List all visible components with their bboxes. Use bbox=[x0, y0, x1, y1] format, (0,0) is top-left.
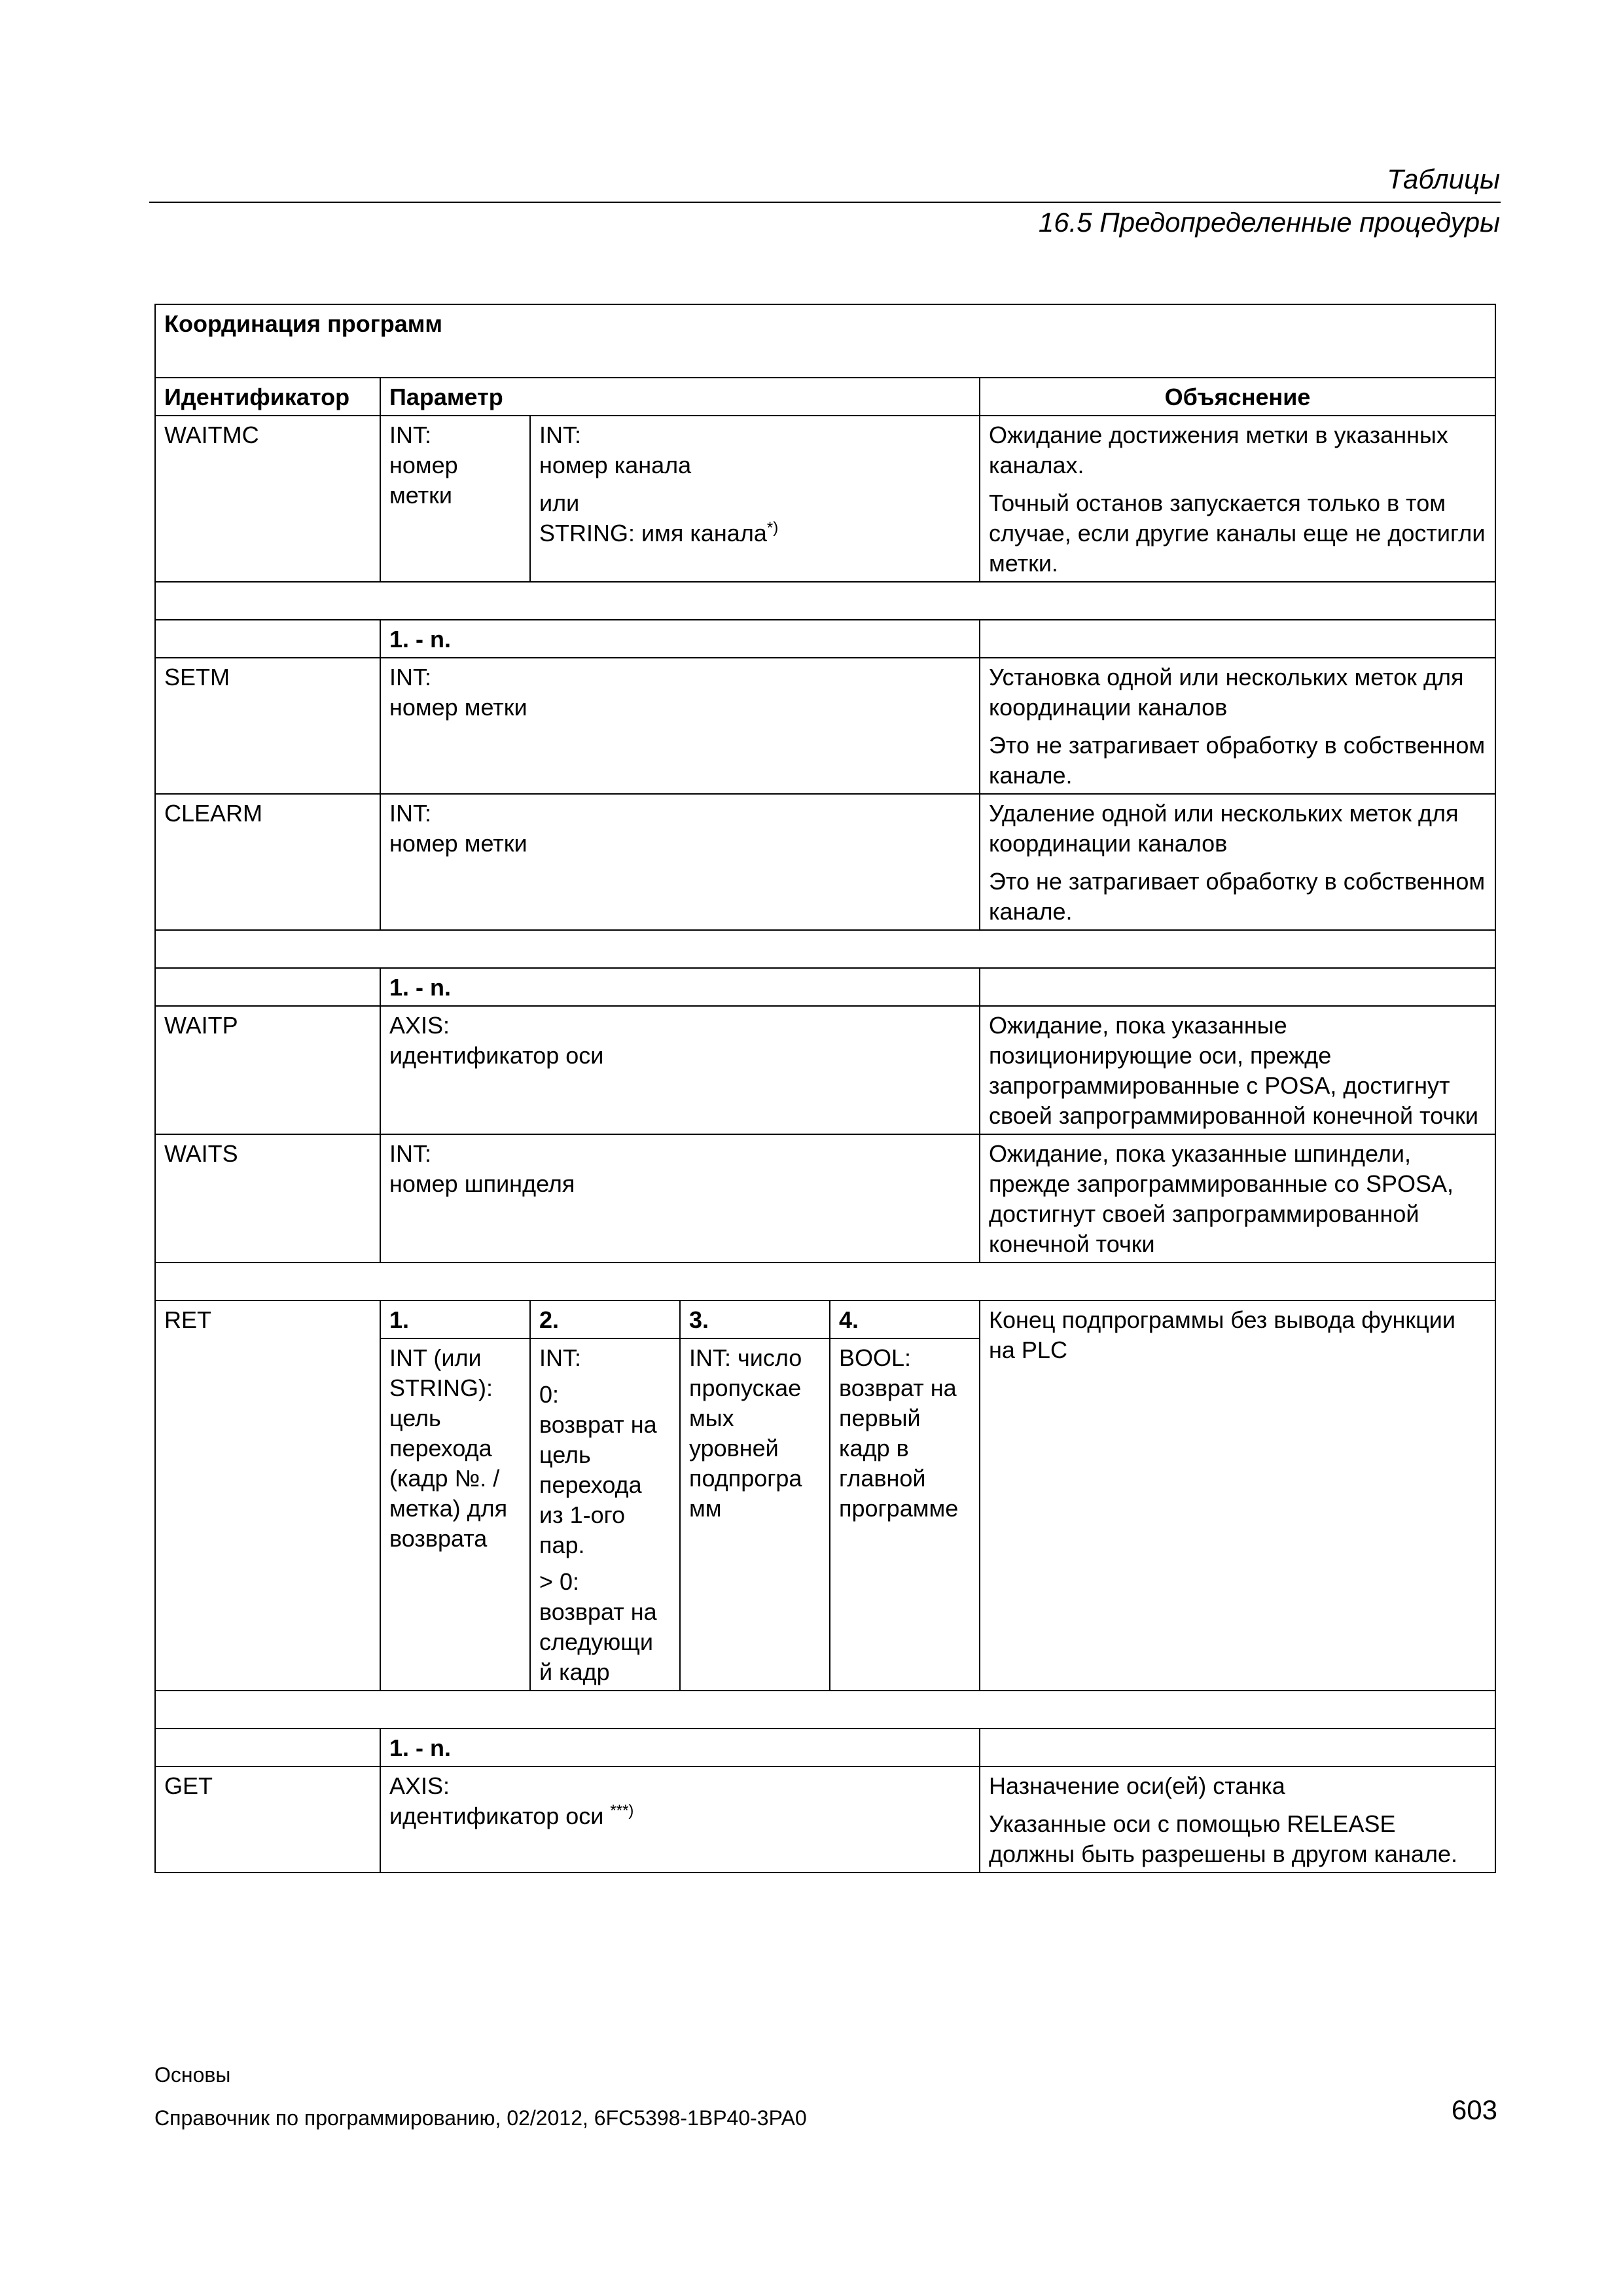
expl-cell: Ожидание, пока указанные шпиндели, прежде запрограммированные со SPOSA, достигнут своей запрограммированной конечной точки bbox=[980, 1134, 1495, 1263]
col-header-id: Идентификатор bbox=[155, 378, 380, 416]
param-cell bbox=[530, 1338, 680, 1691]
table-row bbox=[155, 416, 1495, 582]
row-id-waitmc: WAITMC bbox=[155, 416, 380, 582]
spacer-row bbox=[155, 930, 1495, 968]
col-header-expl: Объяснение bbox=[980, 378, 1495, 416]
header-title: Таблицы bbox=[1387, 164, 1500, 194]
expl-cell: Конец подпрограммы без вывода функции на PLC bbox=[980, 1300, 1495, 1691]
param-desc: возврат на цель перехода из 1-ого пар. bbox=[539, 1411, 657, 1558]
param-desc: идентификатор оси bbox=[389, 1042, 604, 1069]
param-cell bbox=[380, 1767, 980, 1873]
spacer-row bbox=[155, 1263, 1495, 1300]
param-index: 4. bbox=[830, 1300, 980, 1338]
param-cell bbox=[380, 794, 980, 930]
param-alt-text: STRING: имя канала bbox=[539, 520, 767, 547]
table-caption: Координация программ bbox=[155, 304, 1495, 378]
param-index: 2. bbox=[530, 1300, 680, 1338]
param-type: INT: bbox=[389, 1140, 432, 1167]
param-cell: INT: число пропускае мых уровней подпрогра мм bbox=[680, 1338, 830, 1691]
param-type: INT: bbox=[389, 422, 432, 448]
spacer-row bbox=[155, 1691, 1495, 1729]
header-rule bbox=[149, 202, 1501, 203]
param-desc: идентификатор оси bbox=[389, 1803, 604, 1829]
header-subtitle: 16.5 Предопределенные процедуры bbox=[1038, 207, 1500, 238]
param-desc: номер метки bbox=[389, 830, 527, 857]
param-type: AXIS: bbox=[389, 1012, 450, 1039]
expl-text: Удаление одной или нескольких меток для координации каналов bbox=[989, 800, 1459, 857]
expl-text: Указанные оси с помощью RELEASE должны быть разрешены в другом канале. bbox=[989, 1810, 1458, 1867]
param-cell bbox=[530, 416, 980, 582]
table-row bbox=[155, 1767, 1495, 1873]
page-number: 603 bbox=[1451, 2094, 1497, 2125]
param-cell bbox=[380, 1134, 980, 1263]
table-row bbox=[155, 794, 1495, 930]
row-id-setm: SETM bbox=[155, 658, 380, 794]
param-cell bbox=[380, 1006, 980, 1134]
param-value: 0: bbox=[539, 1381, 560, 1408]
row-id-waitp: WAITP bbox=[155, 1006, 380, 1134]
param-or-label: или bbox=[539, 490, 580, 516]
param-type: INT: bbox=[389, 664, 432, 691]
footnote-mark: ***) bbox=[610, 1802, 634, 1820]
param-type: INT: bbox=[539, 1344, 582, 1371]
expl-text: Установка одной или нескольких меток для координации каналов bbox=[989, 664, 1464, 721]
footnote-mark: *) bbox=[766, 519, 779, 537]
expl-text: Назначение оси(ей) станка bbox=[989, 1772, 1285, 1799]
procedures-table bbox=[154, 304, 1496, 1873]
table-row bbox=[155, 658, 1495, 794]
spacer-row bbox=[155, 582, 1495, 620]
expl-cell bbox=[980, 1767, 1495, 1873]
table-header-row bbox=[155, 378, 1495, 416]
param-alt bbox=[539, 518, 971, 548]
param-desc-wrap bbox=[389, 1801, 971, 1831]
table-row bbox=[155, 1134, 1495, 1263]
expl-cell bbox=[980, 658, 1495, 794]
param-desc: номер метки bbox=[389, 452, 458, 509]
range-label: 1. - n. bbox=[380, 1729, 980, 1767]
footer-edition: Справочник по программированию, 02/2012, 6FC5398-1BP40-3PA0 bbox=[154, 2106, 807, 2130]
param-type: INT: bbox=[389, 800, 432, 827]
param-index: 3. bbox=[680, 1300, 830, 1338]
row-id-ret: RET bbox=[155, 1300, 380, 1691]
col-header-param: Параметр bbox=[380, 378, 980, 416]
param-cell: INT (или STRING): цель перехода (кадр №. / метка) для возврата bbox=[380, 1338, 530, 1691]
range-row bbox=[155, 968, 1495, 1006]
param-cell: BOOL: возврат на первый кадр в главной программе bbox=[830, 1338, 980, 1691]
range-row bbox=[155, 1729, 1495, 1767]
range-label: 1. - n. bbox=[380, 968, 980, 1006]
range-label: 1. - n. bbox=[380, 620, 980, 658]
param-desc: номер канала bbox=[539, 452, 692, 478]
table-row bbox=[155, 1300, 1495, 1338]
param-index: 1. bbox=[380, 1300, 530, 1338]
expl-cell bbox=[980, 416, 1495, 582]
expl-cell bbox=[980, 794, 1495, 930]
param-type: AXIS: bbox=[389, 1772, 450, 1799]
expl-text: Точный останов запускается только в том случае, если другие каналы еще не достигли метки. bbox=[989, 490, 1486, 577]
range-row bbox=[155, 620, 1495, 658]
expl-text: Это не затрагивает обработку в собственном канале. bbox=[989, 868, 1486, 925]
expl-text: Это не затрагивает обработку в собственном канале. bbox=[989, 732, 1486, 789]
param-desc: номер шпинделя bbox=[389, 1170, 575, 1197]
expl-cell: Ожидание, пока указанные позиционирующие оси, прежде запрограммированные с POSA, достигнут своей запрограммированной конечной точки bbox=[980, 1006, 1495, 1134]
table-row bbox=[155, 1006, 1495, 1134]
expl-text: Ожидание достижения метки в указанных каналах. bbox=[989, 422, 1448, 478]
row-id-clearm: CLEARM bbox=[155, 794, 380, 930]
param-cell bbox=[380, 416, 530, 582]
footer-book-title: Основы bbox=[154, 2063, 231, 2087]
row-id-get: GET bbox=[155, 1767, 380, 1873]
row-id-waits: WAITS bbox=[155, 1134, 380, 1263]
param-desc: возврат на следующи й кадр bbox=[539, 1598, 657, 1685]
param-type: INT: bbox=[539, 422, 582, 448]
param-desc: номер метки bbox=[389, 694, 527, 721]
table-caption-row bbox=[155, 304, 1495, 378]
param-cell bbox=[380, 658, 980, 794]
param-value: > 0: bbox=[539, 1568, 580, 1595]
